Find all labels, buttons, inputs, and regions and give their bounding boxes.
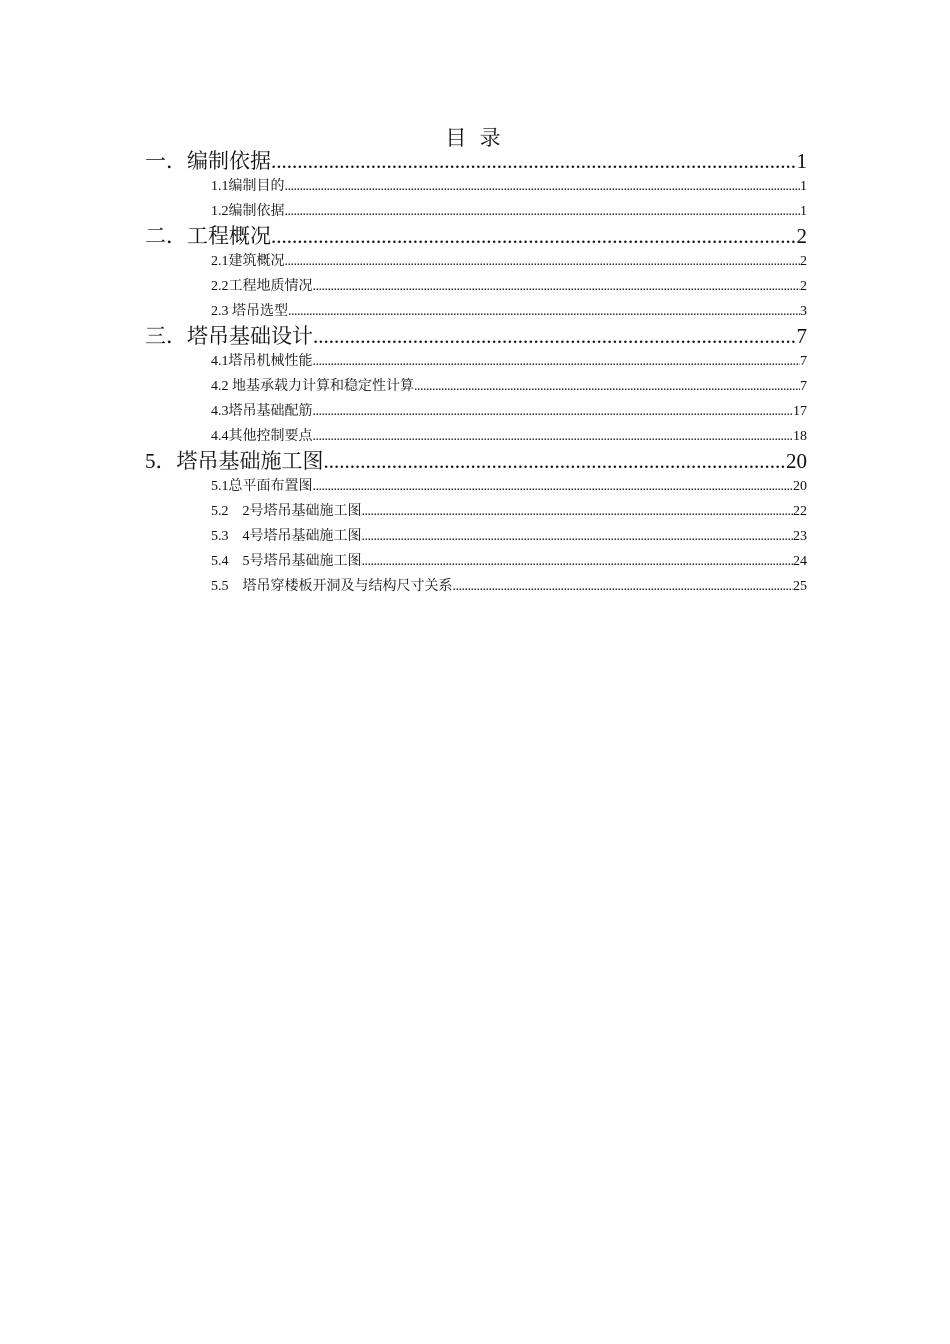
dot-leader <box>313 324 797 349</box>
toc-entry-label: 1.2编制依据 <box>211 204 285 219</box>
toc-entry[interactable] <box>145 299 807 324</box>
toc-entry-page: 20 <box>793 479 807 494</box>
toc-entry-page: 2 <box>800 279 807 294</box>
dot-leader <box>313 424 794 449</box>
toc-entry-label: 5.5 塔吊穿楼板开洞及与结构尺寸关系 <box>211 579 453 594</box>
toc-entry-page: 17 <box>793 404 807 419</box>
toc-entry[interactable] <box>145 349 807 374</box>
dot-leader <box>414 374 800 399</box>
dot-leader <box>285 174 801 199</box>
toc-entry[interactable] <box>145 399 807 424</box>
toc-entry[interactable] <box>145 574 807 599</box>
toc-entry-page: 20 <box>786 449 807 473</box>
toc-entry-label: 4.1塔吊机械性能 <box>211 354 313 369</box>
toc-entry-label: 5.2 2号塔吊基础施工图 <box>211 504 362 519</box>
toc-entry-page: 7 <box>796 324 807 348</box>
toc-entry-label: 2.2工程地质情况 <box>211 279 313 294</box>
dot-leader <box>313 399 794 424</box>
dot-leader <box>288 299 800 324</box>
toc-entry-page: 7 <box>800 354 807 369</box>
toc-entry[interactable] <box>145 224 807 249</box>
toc-entry-page: 22 <box>793 504 807 519</box>
toc-entry[interactable] <box>145 499 807 524</box>
toc-entry[interactable] <box>145 149 807 174</box>
toc-entry-label: 5.4 5号塔吊基础施工图 <box>211 554 362 569</box>
toc-entry-label: 一．编制依据 <box>145 149 271 173</box>
toc-entry-label: 5．塔吊基础施工图 <box>145 449 324 473</box>
toc-entry-page: 3 <box>800 304 807 319</box>
toc-entry-label: 三．塔吊基础设计 <box>145 324 313 348</box>
dot-leader <box>313 349 801 374</box>
toc-entry[interactable] <box>145 274 807 299</box>
table-of-contents <box>145 149 807 599</box>
toc-entry[interactable] <box>145 474 807 499</box>
toc-entry[interactable] <box>145 324 807 349</box>
dot-leader <box>453 574 794 599</box>
toc-entry[interactable] <box>145 249 807 274</box>
toc-entry-page: 18 <box>793 429 807 444</box>
toc-entry-page: 24 <box>793 554 807 569</box>
toc-entry[interactable] <box>145 424 807 449</box>
toc-entry-label: 4.4其他控制要点 <box>211 429 313 444</box>
toc-entry-label: 1.1编制目的 <box>211 179 285 194</box>
dot-leader <box>313 274 801 299</box>
dot-leader <box>285 199 801 224</box>
toc-entry-page: 25 <box>793 579 807 594</box>
toc-entry[interactable] <box>145 549 807 574</box>
dot-leader <box>362 499 794 524</box>
toc-entry-page: 1 <box>800 179 807 194</box>
toc-entry-page: 2 <box>800 254 807 269</box>
toc-entry[interactable] <box>145 524 807 549</box>
toc-title: 目 录 <box>445 126 505 150</box>
toc-entry-label: 5.3 4号塔吊基础施工图 <box>211 529 362 544</box>
toc-entry-page: 2 <box>796 224 807 248</box>
dot-leader <box>362 524 794 549</box>
toc-entry[interactable] <box>145 374 807 399</box>
dot-leader <box>362 549 794 574</box>
toc-entry-page: 23 <box>793 529 807 544</box>
toc-entry-label: 2.3 塔吊选型 <box>211 304 288 319</box>
dot-leader <box>285 249 801 274</box>
dot-leader <box>324 449 787 474</box>
toc-entry-page: 7 <box>800 379 807 394</box>
toc-entry-label: 5.1总平面布置图 <box>211 479 313 494</box>
toc-entry-label: 二．工程概况 <box>145 224 271 248</box>
toc-entry[interactable] <box>145 449 807 474</box>
toc-entry-page: 1 <box>800 204 807 219</box>
toc-entry[interactable] <box>145 199 807 224</box>
toc-entry-label: 4.3塔吊基础配筋 <box>211 404 313 419</box>
dot-leader <box>313 474 794 499</box>
toc-entry[interactable] <box>145 174 807 199</box>
toc-entry-label: 2.1建筑概况 <box>211 254 285 269</box>
toc-entry-label: 4.2 地基承载力计算和稳定性计算 <box>211 379 414 394</box>
dot-leader <box>271 224 797 249</box>
dot-leader <box>271 149 797 174</box>
toc-entry-page: 1 <box>796 149 807 173</box>
